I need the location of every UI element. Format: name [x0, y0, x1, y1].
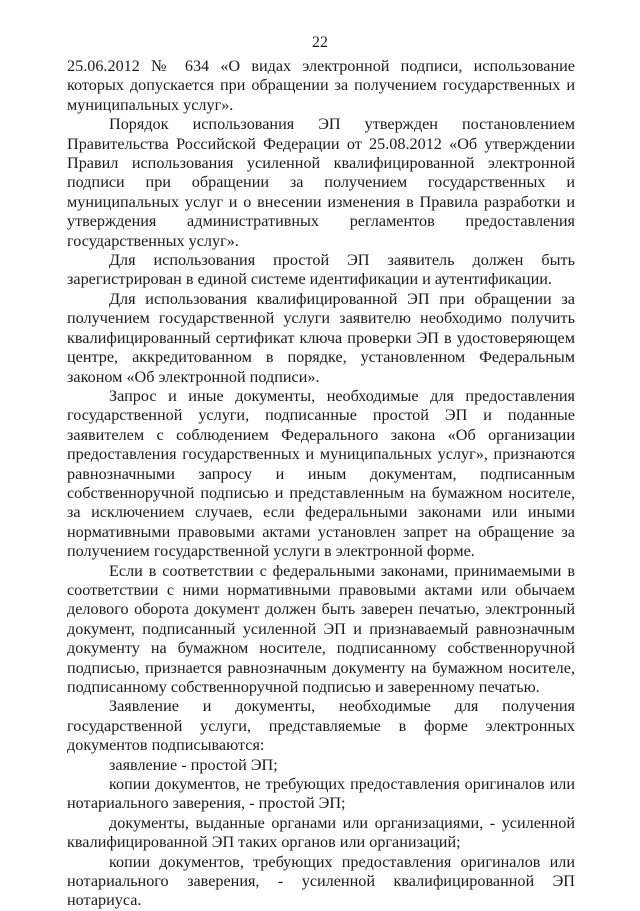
list-item-copies-notary: копии документов, требующих предоставления оригиналов или нотариального заверения, - усиленной квалифицированной ЭП нотариуса. — [67, 852, 575, 910]
paragraph-signing-intro: Заявление и документы, необходимые для получения государственной услуги, представляемые в форме электронных документов подписываются: — [67, 697, 575, 755]
document-body — [67, 57, 575, 911]
paragraph-law-reference: 25.06.2012 № 634 «О видах электронной подписи, использование которых допускается при обращении за получением государственных и муниципальных услуг». — [67, 57, 575, 114]
page-number: 22 — [312, 34, 328, 51]
paragraph-equivalence: Запрос и иные документы, необходимые для предоставления государственной услуги, подписанные простой ЭП и поданные заявителем с соблюдением Федерального закона «Об организации предоставления государственных и муниципальных услуг», признаются равнозначными запросу и иным документам, подписанным собственноручной подписью и представленным на бумажном носителе, за исключением случаев, если федеральными законами или иными нормативными правовыми актами установлен запрет на обращение за получением государственной услуги в электронной форме. — [67, 386, 575, 561]
list-item-application: заявление - простой ЭП; — [109, 755, 278, 774]
paragraph-simple-signature: Для использования простой ЭП заявитель должен быть зарегистрирован в единой системе идентификации и аутентификации. — [67, 251, 575, 289]
paragraph-qualified-signature: Для использования квалифицированной ЭП при обращении за получением государственной услуги заявителю необходимо получить квалифицированный сертификат ключа проверки ЭП в удостоверяющем центре, аккредитованном в порядке, установленном Федеральным законом «Об электронной подписи». — [67, 289, 575, 386]
list-item-issued-documents: документы, выданные органами или организациями, - усиленной квалифицированной ЭП таких органов или организаций; — [67, 813, 575, 852]
paragraph-procedure-approval: Порядок использования ЭП утвержден постановлением Правительства Российской Федерации от 25.08.2012 «Об утверждении Правил использования усиленной квалифицированной электронной подписи при обращении за получением государственных и муниципальных услуг и о внесении изменения в Правила разработки и утверждения административных регламентов предоставления государственных услуг». — [67, 115, 575, 250]
list-item-copies-simple: копии документов, не требующих предоставления оригиналов или нотариального заверения, - простой ЭП; — [67, 775, 575, 813]
paragraph-seal-equivalence: Если в соответствии с федеральными законами, принимаемыми в соответствии с ними нормативными правовыми актами или обычаем делового оборота документ должен быть заверен печатью, электронный документ, подписанный усиленной ЭП и признаваемый равнозначным документу на бумажном носителе, подписанному собственноручной подписью, признается равнозначным документу на бумажном носителе, подписанному собственноручной подписью и заверенному печатью. — [67, 561, 575, 696]
